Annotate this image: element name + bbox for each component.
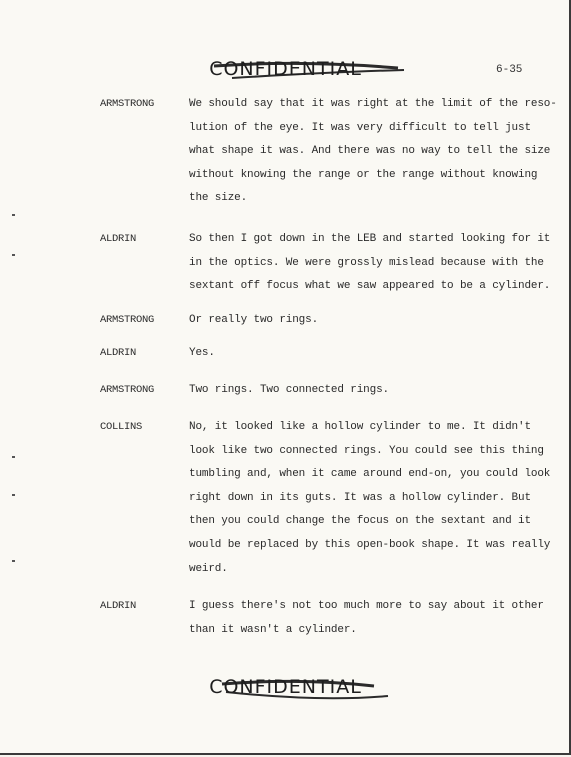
dialogue-line: than it wasn't a cylinder. [189, 623, 357, 636]
dialogue-line: sextant off focus what we saw appeared to be a cylinder. [189, 280, 551, 293]
margin-mark [12, 494, 15, 496]
confidential-stamp-top [0, 58, 571, 88]
speaker-name: ARMSTRONG [100, 314, 155, 326]
dialogue-line: lution of the eye. It was very difficult to tell just [189, 121, 531, 134]
dialogue-line: We should say that it was right at the limit of the reso- [189, 98, 557, 110]
confidential-stamp-bottom [0, 676, 571, 710]
margin-mark [12, 214, 15, 216]
speaker-name: ALDRIN [100, 233, 137, 245]
margin-mark [12, 254, 15, 256]
margin-mark [12, 456, 15, 458]
margin-mark [12, 560, 15, 562]
speaker-name: COLLINS [100, 421, 143, 433]
dialogue-line: No, it looked like a hollow cylinder to me. It didn't [189, 421, 531, 433]
dialogue-line: tumbling and, when it came around end-on, you could look [189, 468, 551, 481]
dialogue-line: Two rings. Two connected rings. [189, 384, 389, 396]
dialogue-line: So then I got down in the LEB and started looking for it [189, 233, 551, 245]
dialogue-line: then you could change the focus on the sextant and it [189, 515, 531, 528]
page-number: 6-35 [496, 64, 523, 76]
stamp-text: CONFIDENTIAL [209, 676, 362, 698]
dialogue-line: right down in its guts. It was a hollow cylinder. But [189, 491, 531, 504]
dialogue-line: without knowing the range or the range without knowing [189, 168, 538, 181]
speaker-name: ARMSTRONG [100, 98, 155, 110]
dialogue-line: Yes. [189, 347, 215, 359]
stamp-text: CONFIDENTIAL [209, 58, 362, 80]
speaker-name: ALDRIN [100, 600, 137, 612]
dialogue-line: would be replaced by this open-book shape. It was really [189, 539, 551, 551]
dialogue-line: what shape it was. And there was no way to tell the size [189, 145, 551, 158]
speaker-name: ALDRIN [100, 347, 137, 359]
dialogue-line: the size. [189, 192, 248, 205]
dialogue-line: Or really two rings. [189, 314, 319, 326]
dialogue-line: weird. [189, 562, 228, 575]
dialogue-line: I guess there's not too much more to say about it other [189, 600, 544, 612]
speaker-name: ARMSTRONG [100, 384, 155, 396]
dialogue-line: in the optics. We were grossly mislead because with the [189, 256, 544, 269]
dialogue-line: look like two connected rings. You could see this thing [189, 444, 544, 457]
